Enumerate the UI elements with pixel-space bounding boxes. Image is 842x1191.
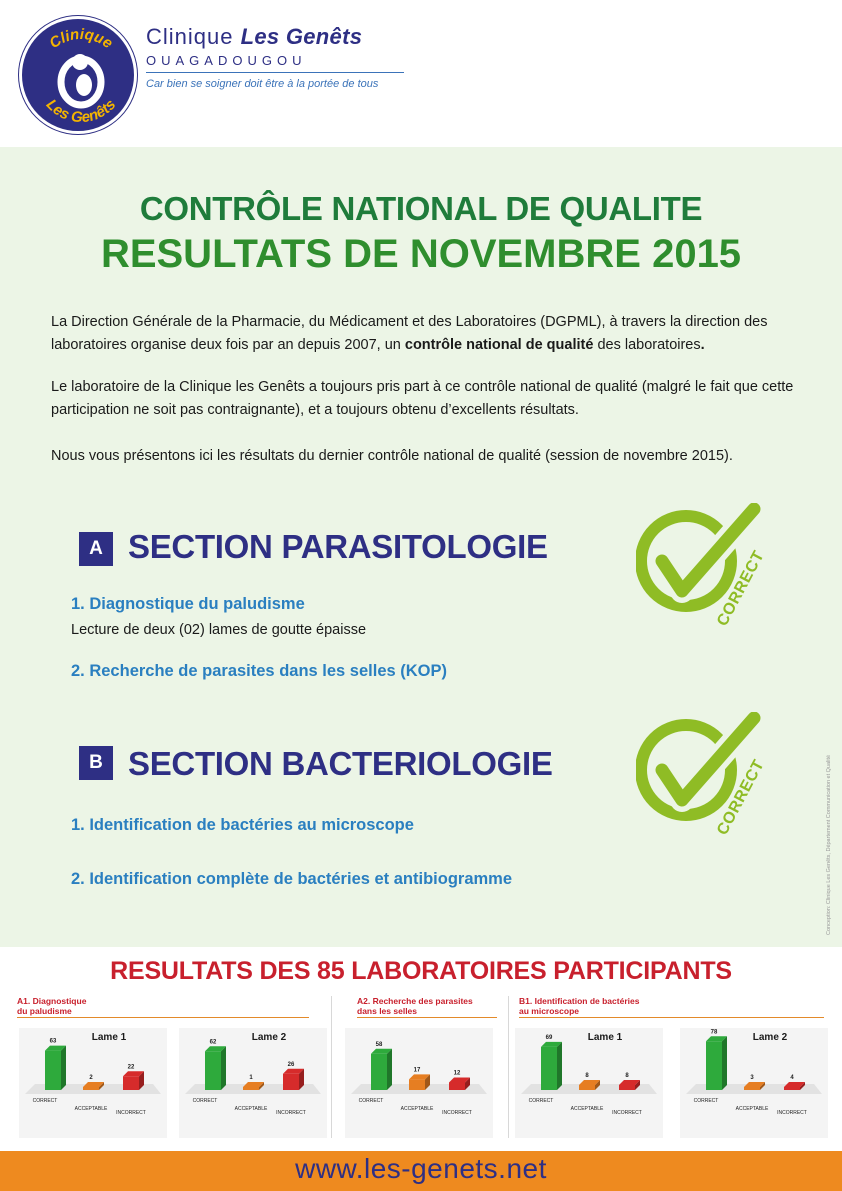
chart-value-label: 12 <box>453 1070 461 1077</box>
chart-value-label: 1 <box>249 1075 253 1081</box>
intro-p1-bold: contrôle national de qualité <box>404 337 594 353</box>
correct-stamp-b <box>636 712 766 842</box>
brand-divider <box>146 72 404 73</box>
intro-p1-after: des laboratoires <box>593 337 701 353</box>
section-a-badge: A <box>79 532 113 566</box>
group-a2-label-line2: dans les selles <box>357 1006 418 1016</box>
group-b1-label-line1: B1. Identification de bactéries <box>519 996 640 1006</box>
chart-value-label: 8 <box>625 1073 629 1079</box>
chart-bar-correct <box>371 1049 392 1090</box>
group-a1-rule <box>17 1017 309 1018</box>
group-b1-rule <box>519 1017 824 1018</box>
chart-category-label: CORRECT <box>192 1098 218 1104</box>
chart-category-label: ACCEPTABLE <box>234 1106 268 1112</box>
section-b-item-2: 2. Identification complète de bactéries et antibiogramme <box>71 870 513 888</box>
chart-bar-correct <box>541 1042 562 1090</box>
group-a1-label-line2: du paludisme <box>17 1006 72 1016</box>
page-title-line1: CONTRÔLE NATIONAL DE QUALITE <box>139 190 703 227</box>
chart-category-label: ACCEPTABLE <box>74 1106 108 1112</box>
chart-category-label: ACCEPTABLE <box>735 1106 769 1112</box>
chart-value-label: 22 <box>127 1064 135 1071</box>
section-b-badge: B <box>79 746 113 780</box>
section-b-title: SECTION BACTERIOLOGIE <box>128 745 553 782</box>
chart-value-label: 3 <box>750 1075 754 1081</box>
chart-b1-lame1 <box>515 1028 663 1138</box>
logo-graphic <box>22 19 137 134</box>
group-a2-rule <box>357 1017 497 1018</box>
chart-svg <box>19 1028 167 1138</box>
logo-bottom-text: Les Genêts <box>42 96 120 127</box>
chart-svg <box>179 1028 327 1138</box>
brand-city: OUAGADOUGOU <box>146 53 307 68</box>
chart-category-label: CORRECT <box>358 1098 384 1104</box>
chart-value-label: 63 <box>49 1038 57 1045</box>
intro-paragraph-2: Le laboratoire de la Clinique les Genêts a toujours pris part à ce contrôle national de qualité (malgré le fait que cette participation ne soit pas contraignante), et a toujours obtenu d’excellents résultats. <box>51 379 794 418</box>
chart-value-label: 58 <box>375 1041 383 1048</box>
chart-category-label: INCORRECT <box>276 1110 306 1116</box>
group-a1-label <box>17 996 86 1016</box>
brand-prefix: Clinique <box>146 24 234 49</box>
correct-stamp-b-label: CORRECT <box>714 757 768 838</box>
group-b1-label <box>519 996 639 1016</box>
brand-strong-name: Les Genêts <box>240 24 363 49</box>
group-a1-label-line1: A1. Diagnostique <box>17 996 87 1006</box>
chart-title: Lame 2 <box>251 1032 287 1043</box>
clinic-logo[interactable] <box>19 16 137 134</box>
group-a2-label <box>357 996 473 1016</box>
section-a-item-1-sub: Lecture de deux (02) lames de goutte épaisse <box>71 622 367 638</box>
chart-svg <box>680 1028 828 1138</box>
header <box>0 0 842 145</box>
chart-value-label: 26 <box>287 1061 295 1068</box>
chart-a1-lame1 <box>19 1028 167 1138</box>
chart-title: Lame 2 <box>752 1032 788 1043</box>
svg-text:Clinique <box>46 26 115 52</box>
section-b-item-1: 1. Identification de bactéries au microscope <box>71 816 414 834</box>
chart-category-label: ACCEPTABLE <box>570 1106 604 1112</box>
chart-value-label: 78 <box>710 1029 718 1036</box>
chart-a1-lame2 <box>179 1028 327 1138</box>
chart-value-label: 4 <box>790 1075 794 1081</box>
chart-title: Lame 1 <box>91 1032 127 1043</box>
group-a2-label-line1: A2. Recherche des parasites <box>357 996 473 1006</box>
brand-name <box>146 24 362 50</box>
chart-category-label: INCORRECT <box>612 1110 642 1116</box>
chart-value-label: 2 <box>89 1075 93 1081</box>
chart-bar-incorrect <box>123 1071 144 1090</box>
chart-category-label: ACCEPTABLE <box>400 1106 434 1112</box>
intro-p1-text: La Direction Générale de la Pharmacie, du Médicament et des Laboratoires (DGPML), à travers la direction des laboratoires organise deux fois par an depuis 2007, un <box>51 314 768 353</box>
chart-bar-correct <box>706 1036 727 1090</box>
group-b1-label-line2: au microscope <box>519 1006 579 1016</box>
section-a-title: SECTION PARASITOLOGIE <box>128 528 548 565</box>
chart-category-label: INCORRECT <box>442 1110 472 1116</box>
logo-figure-child <box>76 74 92 96</box>
chart-a2 <box>345 1028 493 1138</box>
chart-svg <box>515 1028 663 1138</box>
section-a-item-2: 2. Recherche de parasites dans les selles (KOP) <box>71 662 448 680</box>
design-credit: Conception: Clinique Les Genêts, Département Communication et Qualité <box>826 754 832 935</box>
website-link[interactable]: www.les-genets.net <box>295 1153 547 1184</box>
brand-tagline: Car bien se soigner doit être à la portée de tous <box>146 78 379 90</box>
chart-category-label: CORRECT <box>32 1098 58 1104</box>
chart-value-label: 62 <box>209 1039 217 1046</box>
chart-category-label: CORRECT <box>693 1098 719 1104</box>
chart-svg <box>345 1028 493 1138</box>
results-title: RESULTATS DES 85 LABORATOIRES PARTICIPANTS <box>110 957 732 985</box>
svg-text:Les Genêts <box>43 96 120 126</box>
intro-paragraph-3: Nous vous présentons ici les résultats du dernier contrôle national de qualité (session de novembre 2015). <box>51 448 733 464</box>
group-separator <box>331 996 332 1138</box>
chart-category-label: CORRECT <box>528 1098 554 1104</box>
chart-value-label: 17 <box>413 1067 421 1074</box>
chart-bar-acceptable <box>409 1074 430 1090</box>
chart-value-label: 69 <box>545 1034 553 1041</box>
logo-top-text: Clinique <box>46 25 116 53</box>
correct-stamp-a <box>636 503 766 633</box>
chart-bar-correct <box>205 1046 226 1090</box>
group-separator <box>508 996 509 1138</box>
section-a-item-1: 1. Diagnostique du paludisme <box>71 595 305 613</box>
chart-category-label: INCORRECT <box>777 1110 807 1116</box>
chart-category-label: INCORRECT <box>116 1110 146 1116</box>
chart-bar-incorrect <box>449 1078 470 1091</box>
intro-p1-end: . <box>700 337 705 353</box>
correct-stamp-a-label: CORRECT <box>714 548 768 629</box>
chart-title: Lame 1 <box>587 1032 623 1043</box>
chart-value-label: 8 <box>585 1073 589 1079</box>
chart-bar-incorrect <box>283 1069 304 1090</box>
intro-paragraph-1 <box>51 311 796 357</box>
chart-b1-lame2 <box>680 1028 828 1138</box>
chart-bar-correct <box>45 1046 66 1090</box>
logo-figure-head <box>72 54 88 70</box>
page-title-line2: RESULTATS DE NOVEMBRE 2015 <box>100 232 742 276</box>
